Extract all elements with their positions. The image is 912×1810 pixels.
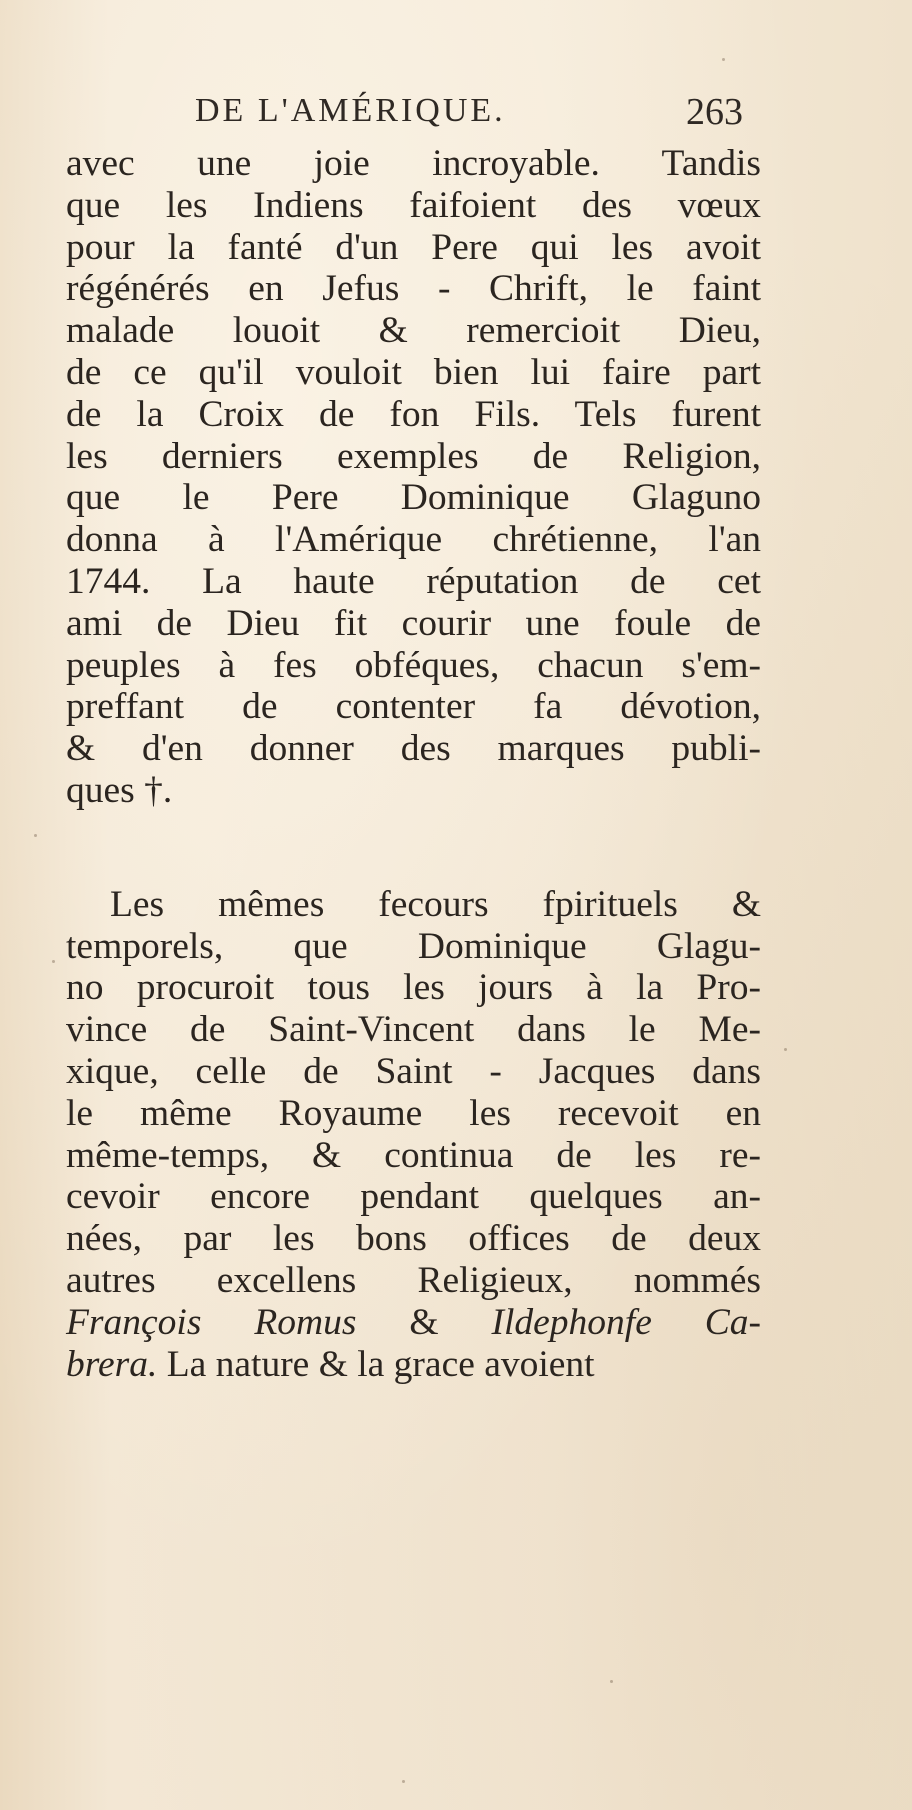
name-cabrera-end: brera. xyxy=(66,1343,158,1385)
text-line: malade louoit & remercioit Dieu, xyxy=(66,310,761,352)
text-line: Les mêmes fecours fpirituels & xyxy=(110,883,761,925)
text-line: vince de Saint-Vincent dans le Me- xyxy=(66,1009,761,1051)
paragraph-2 xyxy=(66,884,761,1386)
text-line: que les Indiens faifoient des vœux xyxy=(66,184,761,226)
paper-speck xyxy=(610,1680,613,1683)
text-line: les derniers exemples de Religion, xyxy=(66,435,761,477)
paper-speck xyxy=(34,834,37,837)
text-line: 1744. La haute réputation de cet xyxy=(66,560,761,602)
paper-speck xyxy=(722,58,725,61)
text-line: de la Croix de fon Fils. Tels furent xyxy=(66,393,761,435)
page-number: 263 xyxy=(686,91,743,133)
text-line: autres excellens Religieux, nommés xyxy=(66,1259,761,1301)
text-line: no procuroit tous les jours à la Pro- xyxy=(66,967,761,1009)
paper-speck xyxy=(402,1780,405,1783)
text-line: cevoir encore pendant quelques an- xyxy=(66,1176,761,1218)
text-line: pour la fanté d'un Pere qui les avoit xyxy=(66,226,761,268)
paragraph-1 xyxy=(66,143,761,812)
text-line: temporels, que Dominique Glagu- xyxy=(66,925,761,967)
ampersand: & xyxy=(409,1301,439,1343)
text-line: même-temps, & continua de les re- xyxy=(66,1134,761,1176)
running-head-title: DE L'AMÉRIQUE. xyxy=(195,92,506,129)
body-text xyxy=(66,143,761,1385)
final-line-text: La nature & la grace avoient xyxy=(157,1343,595,1385)
text-line: nées, par les bons offices de deux xyxy=(66,1218,761,1260)
text-line: de ce qu'il vouloit bien lui faire part xyxy=(66,351,761,393)
text-line: peuples à fes obféques, chacun s'em- xyxy=(66,644,761,686)
text-line: preffant de contenter fa dévotion, xyxy=(66,686,761,728)
text-line: & d'en donner des marques publi- xyxy=(66,728,761,770)
text-line: que le Pere Dominique Glaguno xyxy=(66,477,761,519)
text-line: régénérés en Jefus - Chrift, le faint xyxy=(66,268,761,310)
paper-speck xyxy=(784,1048,787,1051)
text-line: xique, celle de Saint - Jacques dans xyxy=(66,1050,761,1092)
text-line: ami de Dieu fit courir une foule de xyxy=(66,602,761,644)
paragraph-spacer xyxy=(66,812,761,884)
text-line: ques †. xyxy=(66,769,173,811)
names-line xyxy=(66,1302,761,1344)
name-francois-romus: François Romus xyxy=(66,1301,357,1343)
final-line xyxy=(66,1344,761,1386)
text-line: le même Royaume les recevoit en xyxy=(66,1092,761,1134)
text-line: donna à l'Amérique chrétienne, l'an xyxy=(66,519,761,561)
paper-speck xyxy=(52,960,55,963)
text-line: avec une joie incroyable. Tandis xyxy=(66,143,761,184)
name-ildephonse-cabrera: Ildephonfe Ca- xyxy=(491,1301,762,1343)
